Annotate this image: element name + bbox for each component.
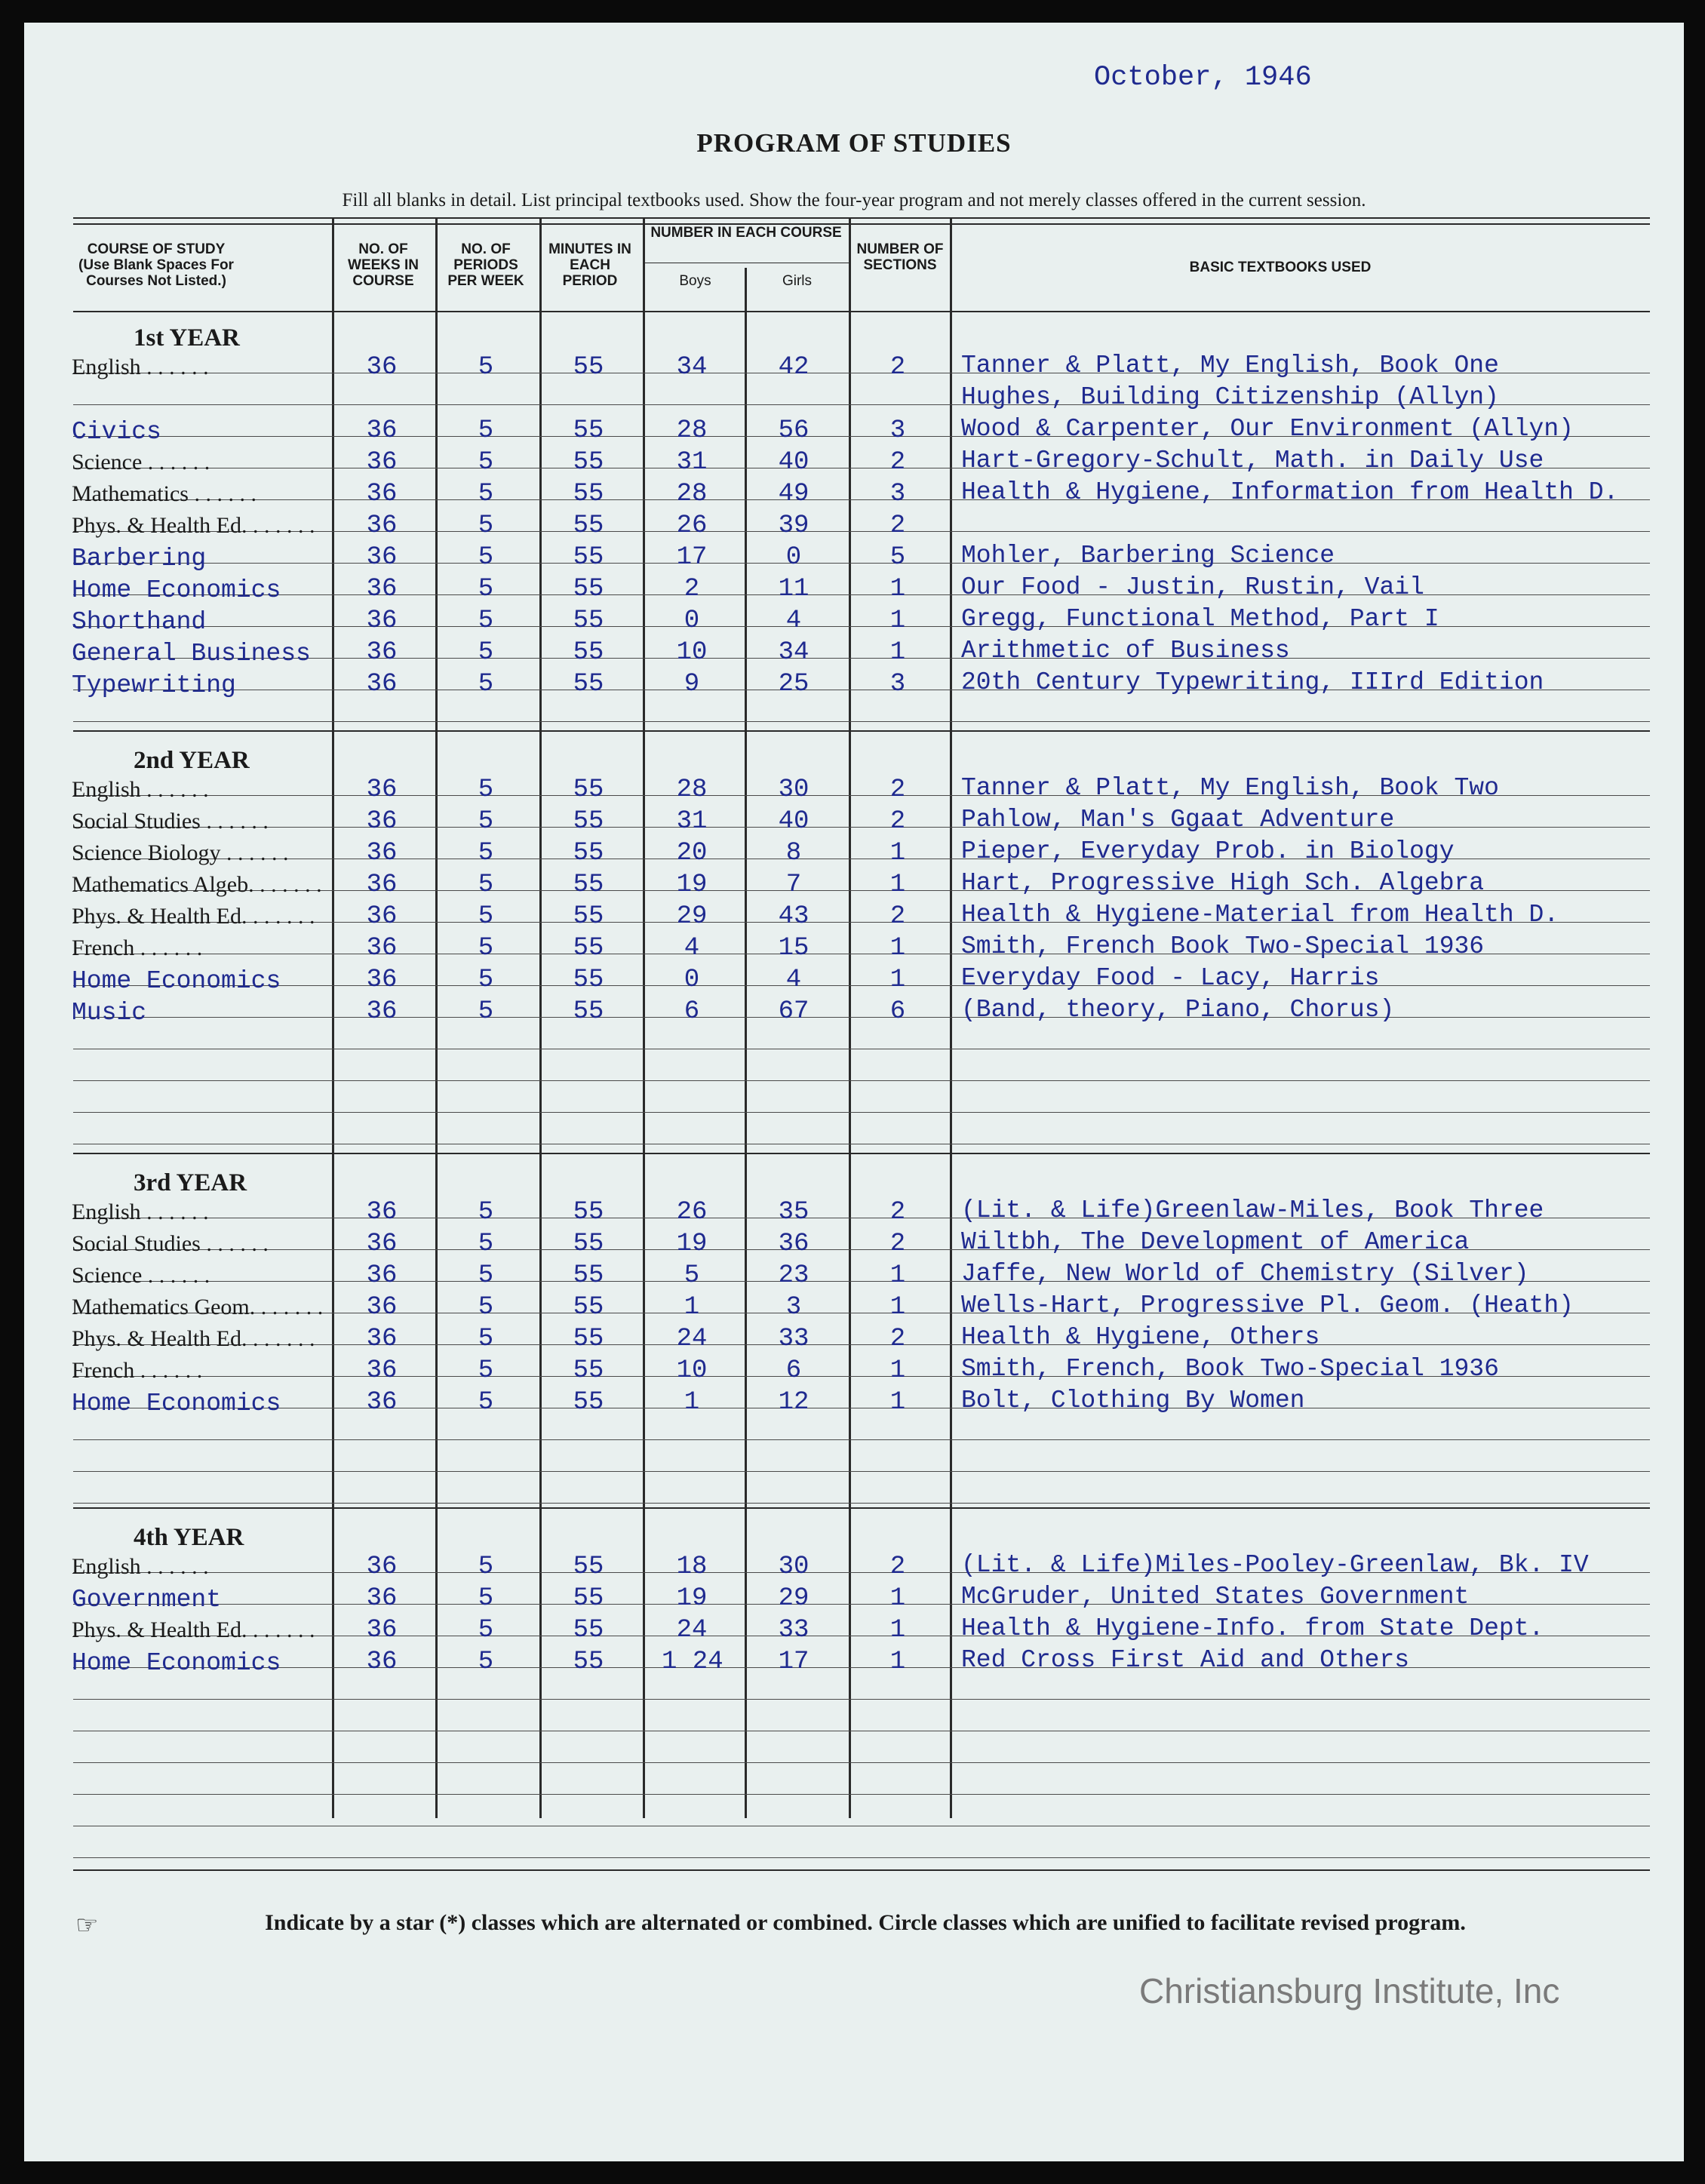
- row-rule: [73, 827, 1650, 828]
- cell-weeks: 36: [366, 1230, 398, 1258]
- cell-periods: 5: [478, 807, 494, 836]
- cell-minutes: 55: [573, 670, 604, 699]
- textbook: Health & Hygiene-Info. from State Dept.: [961, 1614, 1544, 1642]
- cell-girls: 49: [778, 480, 809, 508]
- cell-girls: 29: [778, 1584, 809, 1613]
- cell-minutes: 55: [573, 807, 604, 836]
- cell-minutes: 55: [573, 1584, 604, 1613]
- textbook: Health & Hygiene, Others: [961, 1323, 1320, 1351]
- cell-boys: 17: [676, 543, 708, 572]
- form-title: PROGRAM OF STUDIES: [696, 128, 1012, 158]
- row-rule: [73, 1112, 1650, 1113]
- cell-boys: 9: [684, 670, 700, 699]
- cell-girls: 8: [785, 839, 802, 868]
- cell-girls: 30: [778, 776, 809, 804]
- textbook: McGruder, United States Government: [961, 1583, 1470, 1611]
- textbook: Wells-Hart, Progressive Pl. Geom. (Heath): [961, 1292, 1574, 1319]
- cell-boys: 28: [676, 480, 708, 508]
- cell-minutes: 55: [573, 416, 604, 445]
- cell-boys: 34: [676, 353, 708, 382]
- textbook: (Lit. & Life)Miles-Pooley-Greenlaw, Bk. IV: [961, 1551, 1589, 1579]
- header-bottom-rule: [73, 311, 1650, 312]
- footer-note: Indicate by a star (*) classes which are alternated or combined. Circle classes which are unified to facilitate revised program.: [265, 1910, 1466, 1935]
- form-page: [24, 23, 1684, 2161]
- course-name: Mathematics Geom. . . . . . .: [72, 1295, 324, 1319]
- cell-minutes: 55: [573, 511, 604, 540]
- cell-minutes: 55: [573, 448, 604, 477]
- cell-periods: 5: [478, 934, 494, 963]
- cell-weeks: 36: [366, 416, 398, 445]
- cell-sections: 2: [889, 776, 906, 804]
- cell-weeks: 36: [366, 1261, 398, 1290]
- row-rule: [73, 1699, 1650, 1700]
- course-name: Science Biology . . . . . .: [72, 840, 289, 865]
- textbook: Smith, French Book Two-Special 1936: [961, 932, 1485, 960]
- cell-periods: 5: [478, 353, 494, 382]
- cell-boys: 19: [676, 1584, 708, 1613]
- course-name: Government: [72, 1586, 222, 1614]
- course-name: Science . . . . . .: [72, 1263, 210, 1288]
- cell-minutes: 55: [573, 353, 604, 382]
- cell-boys: 10: [676, 638, 708, 667]
- section-rule: [73, 730, 1650, 732]
- course-name: Civics: [72, 418, 161, 446]
- row-rule: [73, 1762, 1650, 1763]
- cell-boys: 0: [684, 966, 700, 994]
- textbook: Hart, Progressive High Sch. Algebra: [961, 869, 1485, 897]
- textbook: Smith, French, Book Two-Special 1936: [961, 1355, 1499, 1383]
- textbook: Arithmetic of Business: [961, 637, 1290, 665]
- year-label: 4th YEAR: [134, 1524, 244, 1551]
- row-rule: [73, 1667, 1650, 1668]
- course-name: Barbering: [72, 545, 207, 573]
- cell-periods: 5: [478, 1230, 494, 1258]
- row-rule: [73, 1794, 1650, 1795]
- cell-minutes: 55: [573, 1325, 604, 1353]
- cell-boys: 20: [676, 839, 708, 868]
- textbook: Tanner & Platt, My English, Book Two: [961, 774, 1499, 802]
- course-name: General Business: [72, 640, 311, 668]
- textbook: Tanner & Platt, My English, Book One: [961, 352, 1499, 379]
- cell-minutes: 55: [573, 1293, 604, 1322]
- col-boys-header: Boys: [679, 273, 711, 289]
- date-stamp: October, 1946: [1094, 62, 1312, 94]
- course-name: English . . . . . .: [72, 1554, 209, 1579]
- cell-boys: 0: [684, 607, 700, 635]
- col-number-header: NUMBER IN EACH COURSE: [650, 225, 842, 241]
- cell-periods: 5: [478, 776, 494, 804]
- cell-sections: 1: [889, 839, 906, 868]
- cell-weeks: 36: [366, 1388, 398, 1417]
- cell-sections: 1: [889, 1584, 906, 1613]
- cell-minutes: 55: [573, 1648, 604, 1676]
- cell-boys: 29: [676, 902, 708, 931]
- col-rule-1: [332, 219, 334, 1818]
- textbook: Gregg, Functional Method, Part I: [961, 605, 1439, 633]
- cell-weeks: 36: [366, 1584, 398, 1613]
- cell-minutes: 55: [573, 1356, 604, 1385]
- col-periods-header: NO. OF PERIODS PER WEEK: [447, 241, 524, 289]
- cell-minutes: 55: [573, 1616, 604, 1645]
- cell-weeks: 36: [366, 997, 398, 1026]
- cell-sections: 2: [889, 902, 906, 931]
- cell-minutes: 55: [573, 776, 604, 804]
- cell-girls: 43: [778, 902, 809, 931]
- course-name: Home Economics: [72, 967, 281, 995]
- cell-weeks: 36: [366, 448, 398, 477]
- cell-weeks: 36: [366, 511, 398, 540]
- cell-sections: 1: [889, 607, 906, 635]
- cell-minutes: 55: [573, 575, 604, 604]
- col-rule-5: [745, 268, 747, 1818]
- cell-weeks: 36: [366, 871, 398, 899]
- cell-periods: 5: [478, 1388, 494, 1417]
- cell-girls: 4: [785, 966, 802, 994]
- textbook: Wiltbh, The Development of America: [961, 1228, 1470, 1256]
- year-label: 3rd YEAR: [134, 1169, 247, 1196]
- row-rule: [73, 1503, 1650, 1504]
- cell-girls: 35: [778, 1198, 809, 1227]
- cell-periods: 5: [478, 1293, 494, 1322]
- cell-sections: 1: [889, 1648, 906, 1676]
- course-name: Shorthand: [72, 608, 207, 636]
- cell-weeks: 36: [366, 934, 398, 963]
- cell-periods: 5: [478, 607, 494, 635]
- cell-boys: 26: [676, 1198, 708, 1227]
- cell-sections: 2: [889, 511, 906, 540]
- cell-periods: 5: [478, 902, 494, 931]
- cell-periods: 5: [478, 448, 494, 477]
- textbook: Pahlow, Man's Ggaat Adventure: [961, 806, 1395, 834]
- textbook: 20th Century Typewriting, IIIrd Edition: [961, 668, 1544, 696]
- course-name: French . . . . . .: [72, 1358, 203, 1383]
- course-name: Phys. & Health Ed. . . . . . .: [72, 904, 315, 929]
- cell-minutes: 55: [573, 1198, 604, 1227]
- cell-boys: 2: [684, 575, 700, 604]
- cell-girls: 56: [778, 416, 809, 445]
- cell-boys: 1: [684, 1388, 700, 1417]
- cell-girls: 33: [778, 1325, 809, 1353]
- pointing-hand-icon: ☞: [75, 1912, 99, 1940]
- cell-sections: 1: [889, 575, 906, 604]
- col-rule-4: [643, 219, 645, 1818]
- cell-boys: 5: [684, 1261, 700, 1290]
- col-weeks-header: NO. OF WEEKS IN COURSE: [348, 241, 419, 289]
- cell-weeks: 36: [366, 1293, 398, 1322]
- cell-boys: 19: [676, 1230, 708, 1258]
- textbook: Mohler, Barbering Science: [961, 542, 1335, 570]
- cell-periods: 5: [478, 1356, 494, 1385]
- cell-minutes: 55: [573, 480, 604, 508]
- cell-sections: 1: [889, 1293, 906, 1322]
- cell-minutes: 55: [573, 543, 604, 572]
- table-bottom-rule: [73, 1869, 1650, 1871]
- cell-periods: 5: [478, 480, 494, 508]
- course-name: Phys. & Health Ed. . . . . . .: [72, 1617, 315, 1642]
- cell-weeks: 36: [366, 1325, 398, 1353]
- textbook: Our Food - Justin, Rustin, Vail: [961, 573, 1424, 601]
- cell-boys: 18: [676, 1553, 708, 1581]
- cell-sections: 6: [889, 997, 906, 1026]
- row-rule: [73, 1439, 1650, 1440]
- course-name: Phys. & Health Ed. . . . . . .: [72, 513, 315, 538]
- cell-boys: 1: [684, 1293, 700, 1322]
- col-rule-3: [539, 219, 542, 1818]
- col-sections-header: NUMBER OF SECTIONS: [856, 241, 944, 273]
- cell-minutes: 55: [573, 934, 604, 963]
- cell-girls: 17: [778, 1648, 809, 1676]
- cell-girls: 25: [778, 670, 809, 699]
- cell-periods: 5: [478, 966, 494, 994]
- year-label: 2nd YEAR: [134, 747, 250, 774]
- textbook: Hughes, Building Citizenship (Allyn): [961, 383, 1499, 411]
- cell-girls: 7: [785, 871, 802, 899]
- cell-girls: 12: [778, 1388, 809, 1417]
- section-rule: [73, 1153, 1650, 1154]
- cell-periods: 5: [478, 511, 494, 540]
- cell-sections: 2: [889, 1553, 906, 1581]
- cell-weeks: 36: [366, 607, 398, 635]
- cell-periods: 5: [478, 1553, 494, 1581]
- cell-sections: 1: [889, 1356, 906, 1385]
- cell-boys: 19: [676, 871, 708, 899]
- cell-weeks: 36: [366, 807, 398, 836]
- table-top-rule: [73, 217, 1650, 219]
- cell-boys: 1 24: [662, 1648, 723, 1676]
- cell-sections: 1: [889, 934, 906, 963]
- row-rule: [73, 985, 1650, 986]
- cell-periods: 5: [478, 670, 494, 699]
- cell-girls: 4: [785, 607, 802, 635]
- cell-periods: 5: [478, 1584, 494, 1613]
- cell-minutes: 55: [573, 638, 604, 667]
- cell-weeks: 36: [366, 966, 398, 994]
- cell-boys: 31: [676, 807, 708, 836]
- cell-boys: 31: [676, 448, 708, 477]
- cell-boys: 28: [676, 416, 708, 445]
- course-name: Home Economics: [72, 1649, 281, 1677]
- cell-minutes: 55: [573, 997, 604, 1026]
- cell-minutes: 55: [573, 871, 604, 899]
- cell-boys: 24: [676, 1616, 708, 1645]
- year-label: 1st YEAR: [134, 324, 240, 352]
- cell-weeks: 36: [366, 638, 398, 667]
- cell-girls: 34: [778, 638, 809, 667]
- cell-periods: 5: [478, 1325, 494, 1353]
- table-top-rule-2: [73, 223, 1650, 225]
- cell-boys: 24: [676, 1325, 708, 1353]
- cell-sections: 2: [889, 1230, 906, 1258]
- cell-weeks: 36: [366, 1356, 398, 1385]
- course-name: Typewriting: [72, 671, 236, 699]
- course-name: Music: [72, 999, 147, 1027]
- cell-periods: 5: [478, 871, 494, 899]
- cell-weeks: 36: [366, 670, 398, 699]
- cell-girls: 15: [778, 934, 809, 963]
- cell-boys: 10: [676, 1356, 708, 1385]
- cell-sections: 1: [889, 871, 906, 899]
- cell-sections: 2: [889, 1198, 906, 1227]
- cell-weeks: 36: [366, 575, 398, 604]
- course-name: Home Economics: [72, 1390, 281, 1418]
- textbook: Health & Hygiene, Information from Health D.: [961, 478, 1619, 506]
- instructions: Fill all blanks in detail. List principal textbooks used. Show the four-year program and not merely classes offered in the current session.: [342, 190, 1366, 210]
- cell-sections: 2: [889, 807, 906, 836]
- cell-minutes: 55: [573, 902, 604, 931]
- course-name: Mathematics Algeb. . . . . . .: [72, 872, 322, 897]
- textbook: Bolt, Clothing By Women: [961, 1387, 1305, 1415]
- cell-sections: 3: [889, 416, 906, 445]
- cell-girls: 40: [778, 807, 809, 836]
- cell-sections: 3: [889, 670, 906, 699]
- cell-periods: 5: [478, 543, 494, 572]
- cell-periods: 5: [478, 1616, 494, 1645]
- cell-boys: 6: [684, 997, 700, 1026]
- course-name: Social Studies . . . . . .: [72, 809, 269, 834]
- cell-periods: 5: [478, 839, 494, 868]
- cell-sections: 1: [889, 1616, 906, 1645]
- textbook: Everyday Food - Lacy, Harris: [961, 964, 1380, 992]
- section-rule: [73, 1507, 1650, 1509]
- cell-boys: 26: [676, 511, 708, 540]
- course-name: English . . . . . .: [72, 1200, 209, 1224]
- textbook: Pieper, Everyday Prob. in Biology: [961, 837, 1455, 865]
- cell-sections: 1: [889, 1261, 906, 1290]
- cell-girls: 39: [778, 511, 809, 540]
- cell-sections: 2: [889, 1325, 906, 1353]
- textbook: Health & Hygiene-Material from Health D.: [961, 901, 1559, 929]
- cell-sections: 3: [889, 480, 906, 508]
- row-rule: [73, 1471, 1650, 1472]
- cell-sections: 1: [889, 966, 906, 994]
- col-rule-2: [435, 219, 438, 1818]
- row-rule: [73, 1857, 1650, 1858]
- cell-boys: 4: [684, 934, 700, 963]
- course-name: English . . . . . .: [72, 777, 209, 802]
- cell-weeks: 36: [366, 839, 398, 868]
- cell-periods: 5: [478, 997, 494, 1026]
- cell-periods: 5: [478, 416, 494, 445]
- cell-periods: 5: [478, 1648, 494, 1676]
- textbook: Red Cross First Aid and Others: [961, 1646, 1410, 1674]
- cell-girls: 36: [778, 1230, 809, 1258]
- cell-sections: 2: [889, 448, 906, 477]
- cell-sections: 1: [889, 638, 906, 667]
- cell-boys: 28: [676, 776, 708, 804]
- cell-sections: 2: [889, 353, 906, 382]
- course-name: Science . . . . . .: [72, 450, 210, 475]
- textbook: Hart-Gregory-Schult, Math. in Daily Use: [961, 447, 1544, 475]
- course-name: English . . . . . .: [72, 355, 209, 379]
- col-girls-header: Girls: [782, 273, 813, 289]
- cell-minutes: 55: [573, 607, 604, 635]
- cell-girls: 40: [778, 448, 809, 477]
- cell-girls: 3: [785, 1293, 802, 1322]
- cell-girls: 6: [785, 1356, 802, 1385]
- cell-weeks: 36: [366, 480, 398, 508]
- cell-weeks: 36: [366, 902, 398, 931]
- col-course-header: COURSE OF STUDY (Use Blank Spaces For Courses Not Listed.): [78, 241, 234, 289]
- course-name: Phys. & Health Ed. . . . . . .: [72, 1326, 315, 1351]
- row-rule: [73, 563, 1650, 564]
- watermark: Christiansburg Institute, Inc: [1139, 1971, 1560, 2010]
- cell-girls: 11: [778, 575, 809, 604]
- cell-weeks: 36: [366, 543, 398, 572]
- cell-sections: 5: [889, 543, 906, 572]
- textbook: Jaffe, New World of Chemistry (Silver): [961, 1260, 1529, 1288]
- course-name: Mathematics . . . . . .: [72, 481, 257, 506]
- course-name: Social Studies . . . . . .: [72, 1231, 269, 1256]
- cell-girls: 30: [778, 1553, 809, 1581]
- cell-girls: 0: [785, 543, 802, 572]
- cell-girls: 23: [778, 1261, 809, 1290]
- cell-girls: 42: [778, 353, 809, 382]
- cell-minutes: 55: [573, 1230, 604, 1258]
- textbook: (Lit. & Life)Greenlaw-Miles, Book Three: [961, 1196, 1544, 1224]
- col-rule-7: [950, 219, 952, 1818]
- cell-minutes: 55: [573, 839, 604, 868]
- cell-weeks: 36: [366, 1553, 398, 1581]
- cell-girls: 67: [778, 997, 809, 1026]
- cell-girls: 33: [778, 1616, 809, 1645]
- cell-weeks: 36: [366, 1616, 398, 1645]
- col-minutes-header: MINUTES IN EACH PERIOD: [548, 241, 631, 289]
- row-rule: [73, 1080, 1650, 1081]
- cell-periods: 5: [478, 575, 494, 604]
- row-rule: [73, 1017, 1650, 1018]
- cell-periods: 5: [478, 1198, 494, 1227]
- row-rule: [73, 721, 1650, 722]
- cell-minutes: 55: [573, 1261, 604, 1290]
- cell-weeks: 36: [366, 353, 398, 382]
- course-name: Home Economics: [72, 576, 281, 604]
- textbook: (Band, theory, Piano, Chorus): [961, 996, 1395, 1024]
- cell-weeks: 36: [366, 1198, 398, 1227]
- cell-minutes: 55: [573, 966, 604, 994]
- cell-minutes: 55: [573, 1388, 604, 1417]
- col-rule-6: [849, 219, 851, 1818]
- cell-weeks: 36: [366, 1648, 398, 1676]
- cell-minutes: 55: [573, 1553, 604, 1581]
- cell-periods: 5: [478, 1261, 494, 1290]
- col-textbooks-header: BASIC TEXTBOOKS USED: [1189, 260, 1372, 275]
- cell-sections: 1: [889, 1388, 906, 1417]
- cell-periods: 5: [478, 638, 494, 667]
- course-name: French . . . . . .: [72, 935, 203, 960]
- textbook: Wood & Carpenter, Our Environment (Allyn): [961, 415, 1574, 443]
- cell-weeks: 36: [366, 776, 398, 804]
